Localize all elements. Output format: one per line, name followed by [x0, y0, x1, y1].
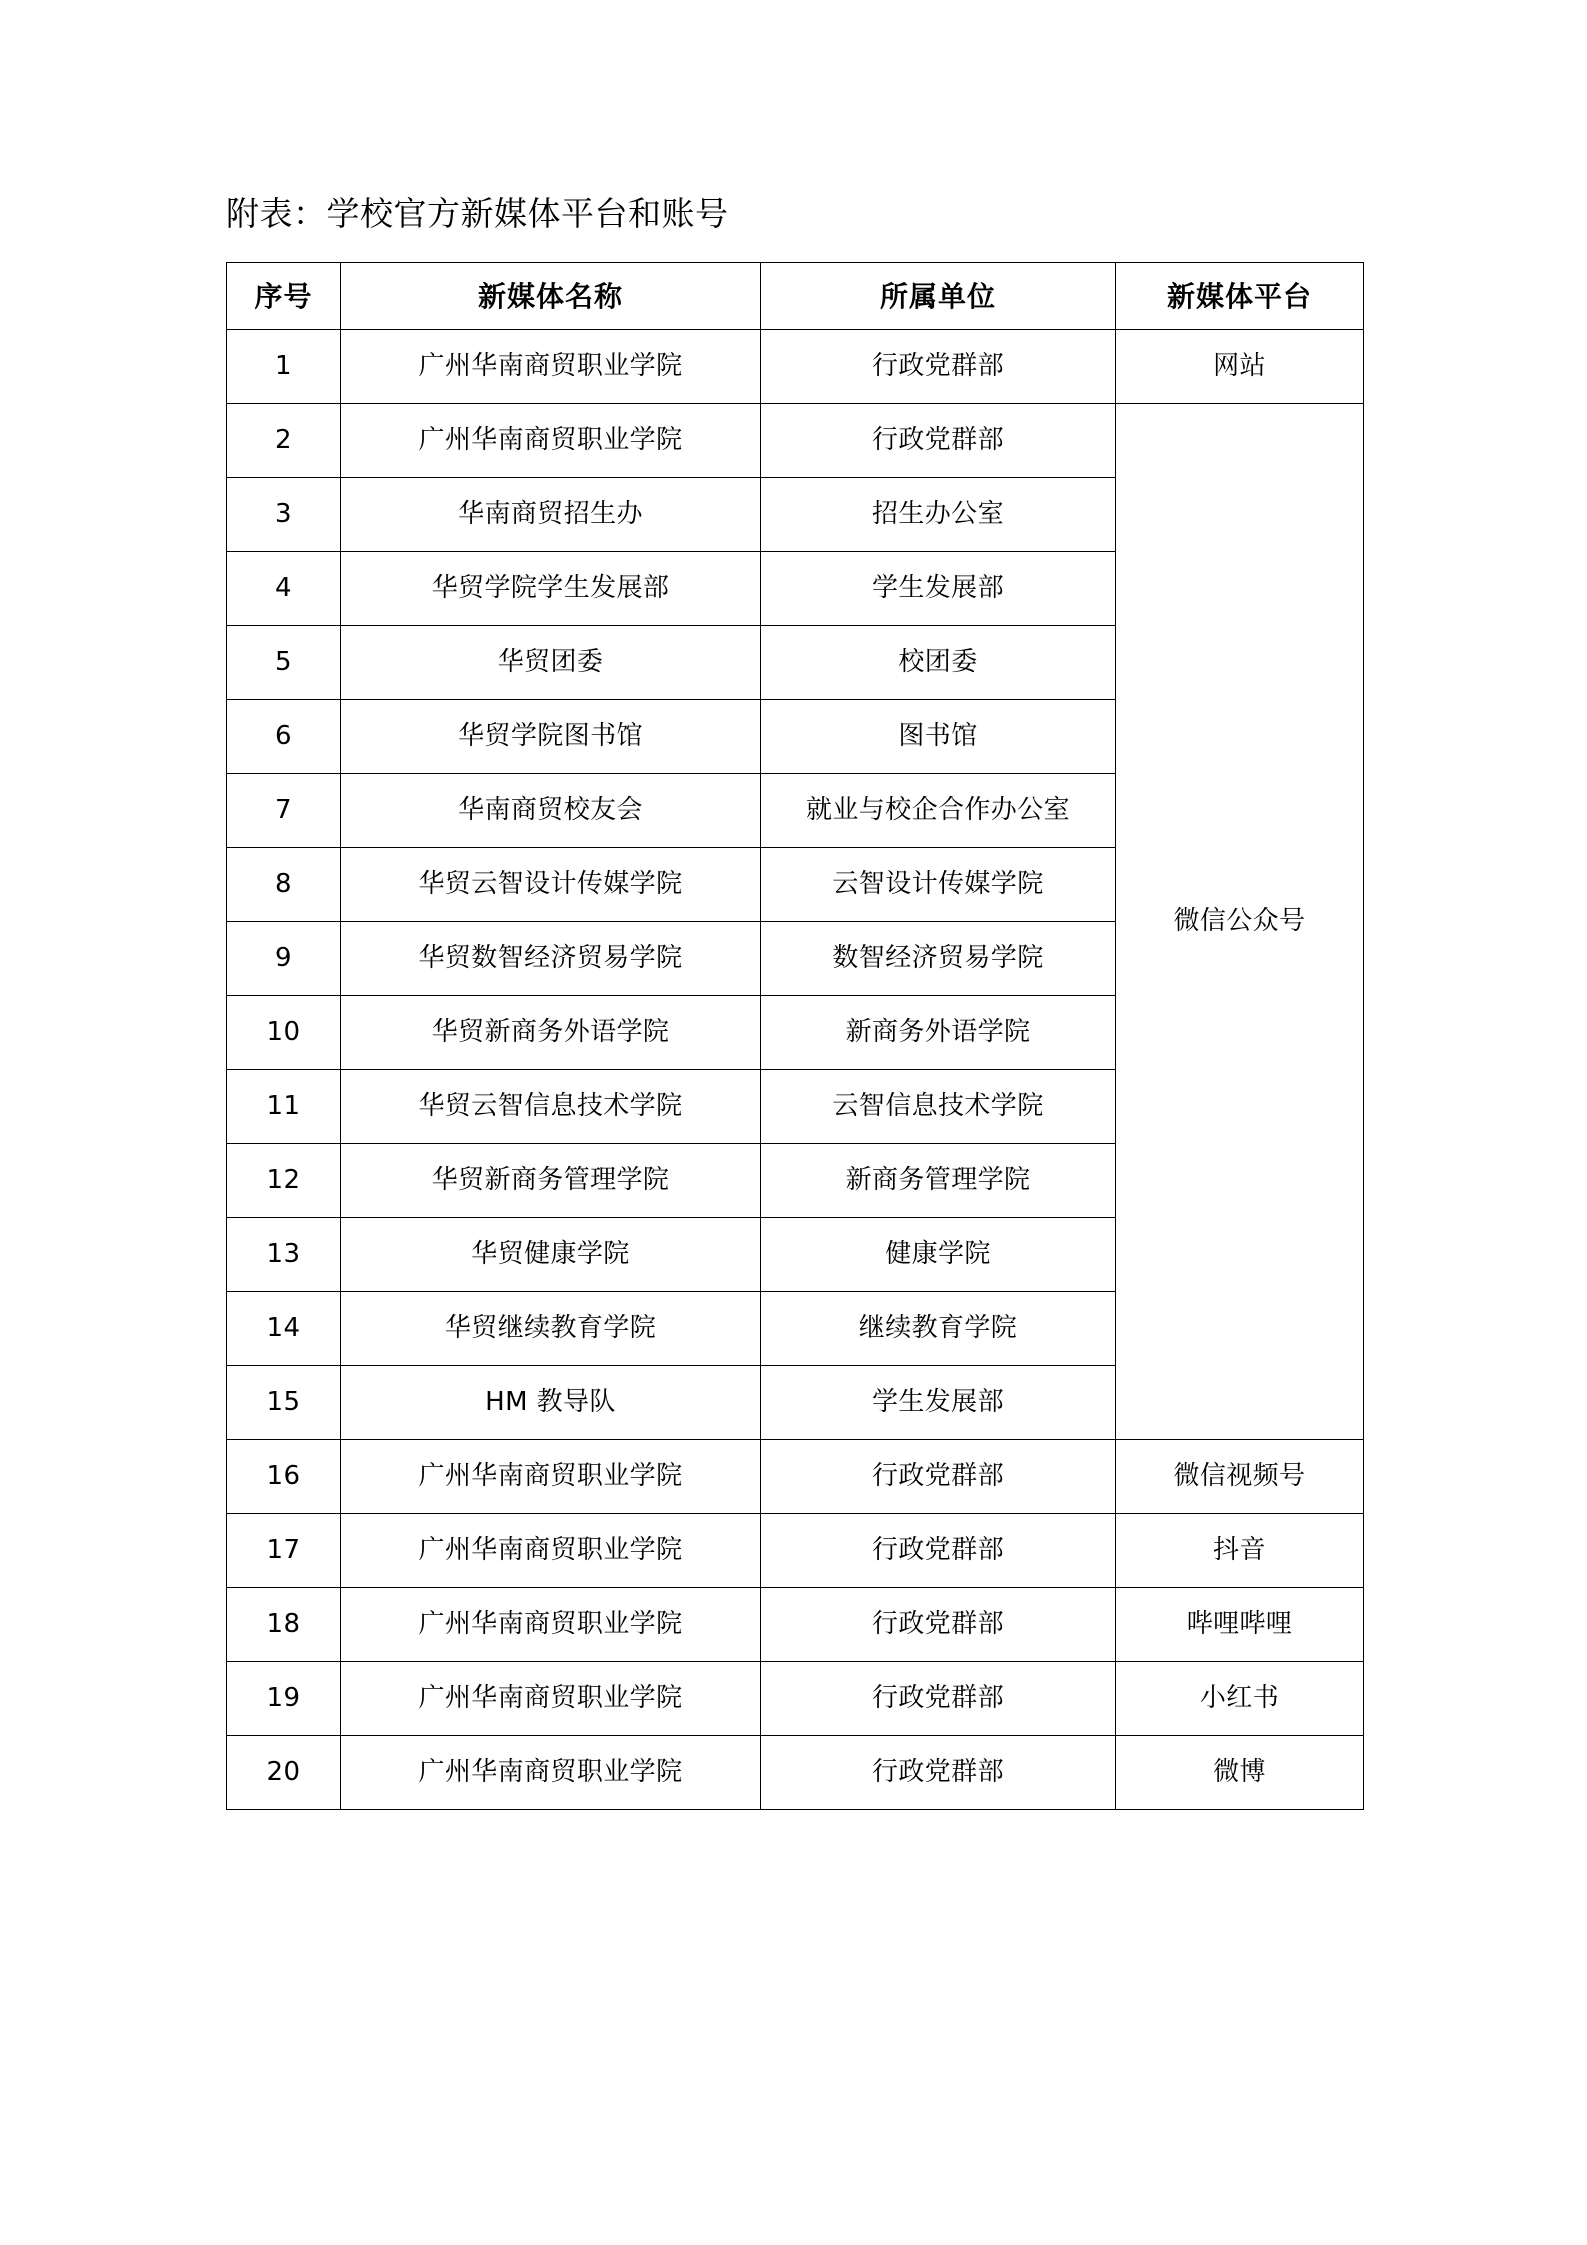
cell-index: 16	[227, 1440, 341, 1514]
cell-platform: 抖音	[1116, 1514, 1364, 1588]
cell-unit: 新商务外语学院	[761, 996, 1116, 1070]
cell-index: 13	[227, 1218, 341, 1292]
cell-index: 1	[227, 330, 341, 404]
cell-media-name: 华贸新商务管理学院	[341, 1144, 761, 1218]
table-body	[227, 330, 1364, 1810]
cell-platform: 微博	[1116, 1736, 1364, 1810]
cell-index: 4	[227, 552, 341, 626]
table-row	[227, 1588, 1364, 1662]
cell-media-name: 华贸数智经济贸易学院	[341, 922, 761, 996]
cell-unit: 学生发展部	[761, 1366, 1116, 1440]
cell-unit: 图书馆	[761, 700, 1116, 774]
cell-media-name: 华贸学院学生发展部	[341, 552, 761, 626]
cell-index: 17	[227, 1514, 341, 1588]
cell-media-name: 华贸云智信息技术学院	[341, 1070, 761, 1144]
column-header-index: 序号	[227, 263, 341, 330]
cell-index: 3	[227, 478, 341, 552]
cell-unit: 云智设计传媒学院	[761, 848, 1116, 922]
cell-media-name: 华贸健康学院	[341, 1218, 761, 1292]
cell-media-name: 广州华南商贸职业学院	[341, 1440, 761, 1514]
cell-unit: 数智经济贸易学院	[761, 922, 1116, 996]
cell-platform: 哔哩哔哩	[1116, 1588, 1364, 1662]
cell-media-name: 华贸团委	[341, 626, 761, 700]
cell-media-name: 华南商贸校友会	[341, 774, 761, 848]
cell-unit: 行政党群部	[761, 330, 1116, 404]
cell-media-name: 广州华南商贸职业学院	[341, 1588, 761, 1662]
cell-media-name: 华贸继续教育学院	[341, 1292, 761, 1366]
table-row	[227, 404, 1364, 478]
cell-index: 9	[227, 922, 341, 996]
table-row	[227, 1514, 1364, 1588]
cell-index: 2	[227, 404, 341, 478]
cell-platform: 微信公众号	[1116, 404, 1364, 1440]
media-platform-table-container	[226, 262, 1363, 1810]
cell-unit: 行政党群部	[761, 1662, 1116, 1736]
cell-index: 12	[227, 1144, 341, 1218]
cell-media-name: 华贸学院图书馆	[341, 700, 761, 774]
page-title: 附表：学校官方新媒体平台和账号	[226, 194, 729, 233]
media-platform-table	[226, 262, 1364, 1810]
cell-unit: 就业与校企合作办公室	[761, 774, 1116, 848]
cell-unit: 云智信息技术学院	[761, 1070, 1116, 1144]
cell-index: 8	[227, 848, 341, 922]
cell-unit: 新商务管理学院	[761, 1144, 1116, 1218]
cell-media-name: 华贸云智设计传媒学院	[341, 848, 761, 922]
cell-unit: 招生办公室	[761, 478, 1116, 552]
column-header-name: 新媒体名称	[341, 263, 761, 330]
cell-media-name: 广州华南商贸职业学院	[341, 1514, 761, 1588]
cell-index: 14	[227, 1292, 341, 1366]
cell-index: 10	[227, 996, 341, 1070]
table-row	[227, 1662, 1364, 1736]
cell-unit: 继续教育学院	[761, 1292, 1116, 1366]
cell-media-name: 广州华南商贸职业学院	[341, 1662, 761, 1736]
cell-index: 11	[227, 1070, 341, 1144]
cell-index: 18	[227, 1588, 341, 1662]
cell-platform: 小红书	[1116, 1662, 1364, 1736]
cell-unit: 行政党群部	[761, 1440, 1116, 1514]
cell-unit: 行政党群部	[761, 1514, 1116, 1588]
cell-index: 7	[227, 774, 341, 848]
cell-index: 15	[227, 1366, 341, 1440]
table-header	[227, 263, 1364, 330]
column-header-unit: 所属单位	[761, 263, 1116, 330]
cell-unit: 健康学院	[761, 1218, 1116, 1292]
cell-platform: 微信视频号	[1116, 1440, 1364, 1514]
cell-media-name: 广州华南商贸职业学院	[341, 330, 761, 404]
cell-media-name: HM 教导队	[341, 1366, 761, 1440]
cell-media-name: 华南商贸招生办	[341, 478, 761, 552]
cell-platform: 网站	[1116, 330, 1364, 404]
table-header-row	[227, 263, 1364, 330]
cell-index: 5	[227, 626, 341, 700]
table-row	[227, 330, 1364, 404]
cell-unit: 校团委	[761, 626, 1116, 700]
cell-index: 20	[227, 1736, 341, 1810]
table-row	[227, 1736, 1364, 1810]
cell-index: 6	[227, 700, 341, 774]
cell-media-name: 广州华南商贸职业学院	[341, 404, 761, 478]
cell-unit: 行政党群部	[761, 404, 1116, 478]
cell-unit: 学生发展部	[761, 552, 1116, 626]
cell-index: 19	[227, 1662, 341, 1736]
cell-media-name: 广州华南商贸职业学院	[341, 1736, 761, 1810]
cell-media-name: 华贸新商务外语学院	[341, 996, 761, 1070]
table-row	[227, 1440, 1364, 1514]
column-header-platform: 新媒体平台	[1116, 263, 1364, 330]
cell-unit: 行政党群部	[761, 1588, 1116, 1662]
cell-unit: 行政党群部	[761, 1736, 1116, 1810]
